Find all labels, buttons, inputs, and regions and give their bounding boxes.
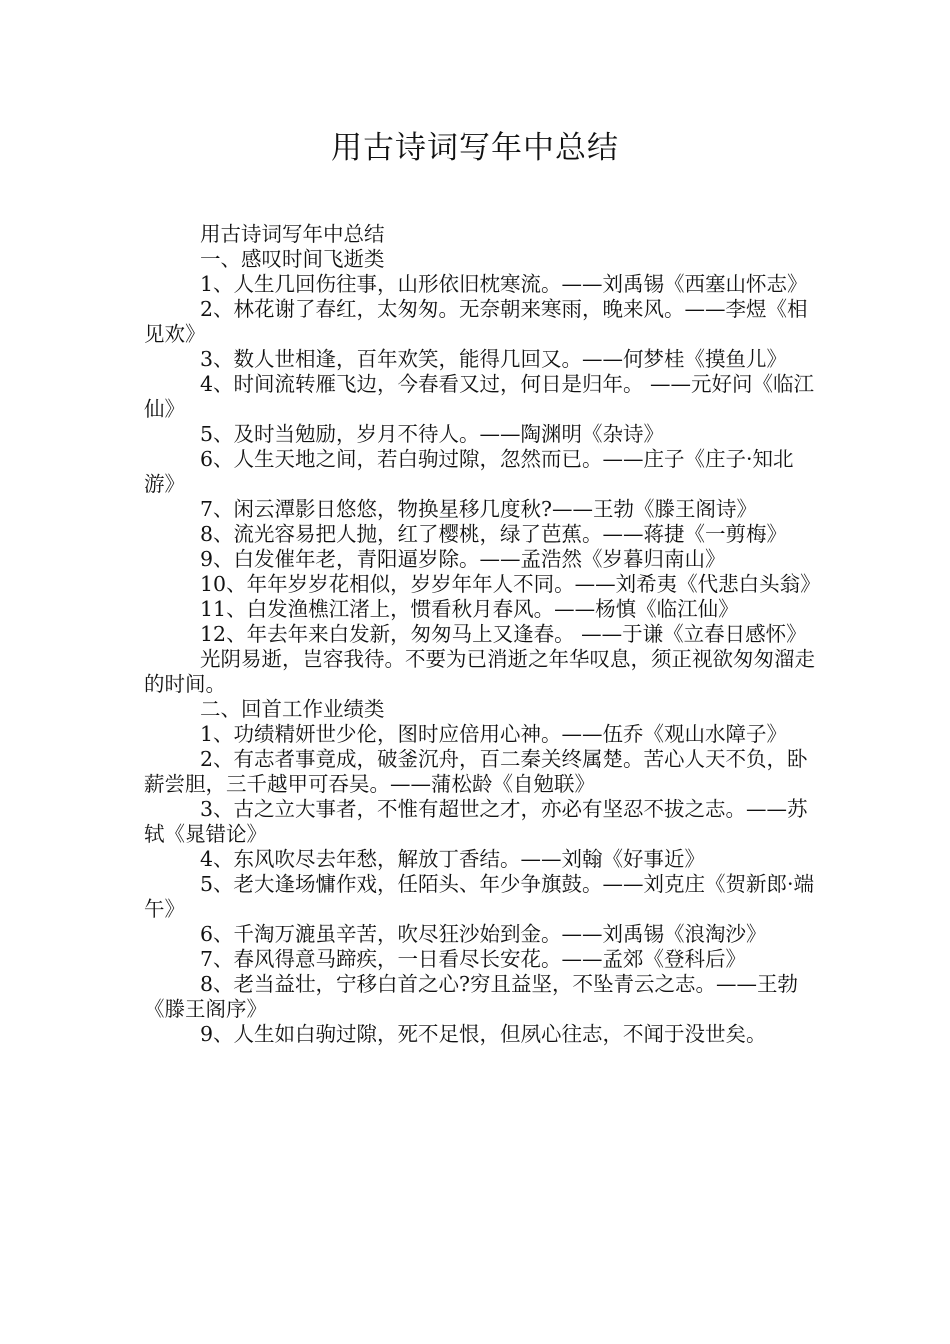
quote-item: 3、数人世相逢，百年欢笑，能得几回又。——何梦桂《摸鱼儿》 <box>200 347 788 371</box>
quote-item: 9、人生如白驹过隙，死不足恨，但夙心往志，不闻于没世矣。 <box>200 1022 767 1046</box>
quote-item: 12、年去年来白发新，匆匆马上又逢春。 ——于谦《立春日感怀》 <box>200 622 807 646</box>
document-body <box>144 222 824 1047</box>
quote-item: 6、千淘万漉虽辛苦，吹尽狂沙始到金。——刘禹锡《浪淘沙》 <box>200 922 767 946</box>
quote-item: 4、东风吹尽去年愁，解放丁香结。——刘翰《好事近》 <box>200 847 706 871</box>
quote-item: 7、春风得意马蹄疾，一日看尽长安花。——孟郊《登科后》 <box>200 947 747 971</box>
paragraph-subtitle: 用古诗词写年中总结 <box>200 222 385 246</box>
section-heading-time: 一、感叹时间飞逝类 <box>200 247 385 271</box>
quote-item: 2、林花谢了春红，太匆匆。无奈朝来寒雨，晚来风。——李煜《相见欢》 <box>144 297 808 346</box>
quote-item: 9、白发催年老，青阳逼岁除。——孟浩然《岁暮归南山》 <box>200 547 726 571</box>
quote-item: 5、及时当勉励，岁月不待人。——陶渊明《杂诗》 <box>200 422 665 446</box>
quote-item: 5、老大逢场慵作戏，任陌头、年少争旗鼓。——刘克庄《贺新郎·端午》 <box>144 872 815 921</box>
quote-item: 4、时间流转雁飞边，今春看又过，何日是归年。 ——元好问《临江仙》 <box>144 372 815 421</box>
quote-item: 3、古之立大事者，不惟有超世之才，亦必有坚忍不拔之志。——苏轼《晁错论》 <box>144 797 808 846</box>
summary-paragraph: 光阴易逝，岂容我待。不要为已消逝之年华叹息，须正视欲匆匆溜走的时间。 <box>144 647 815 696</box>
quote-item: 8、流光容易把人抛，红了樱桃，绿了芭蕉。——蒋捷《一剪梅》 <box>200 522 788 546</box>
quote-item: 11、白发渔樵江渚上，惯看秋月春风。——杨慎《临江仙》 <box>200 597 739 621</box>
quote-item: 1、人生几回伤往事，山形依旧枕寒流。——刘禹锡《西塞山怀志》 <box>200 272 808 296</box>
quote-item: 6、人生天地之间，若白驹过隙，忽然而已。——庄子《庄子·知北游》 <box>144 447 794 496</box>
section-heading-work: 二、回首工作业绩类 <box>200 697 385 721</box>
quote-item: 1、功绩精妍世少伦，图时应倍用心神。——伍乔《观山水障子》 <box>200 722 788 746</box>
quote-item: 10、年年岁岁花相似，岁岁年年人不同。——刘希夷《代悲白头翁》 <box>200 572 821 596</box>
quote-item: 2、有志者事竟成，破釜沉舟，百二秦关终属楚。苦心人天不负，卧薪尝胆，三千越甲可吞吴。——蒲松龄《自勉联》 <box>144 747 808 796</box>
page-title: 用古诗词写年中总结 <box>331 130 619 166</box>
quote-item: 8、老当益壮，宁移白首之心?穷且益坚，不坠青云之志。——王勃《滕王阁序》 <box>144 972 799 1021</box>
quote-item: 7、闲云潭影日悠悠，物换星移几度秋?——王勃《滕王阁诗》 <box>200 497 758 521</box>
